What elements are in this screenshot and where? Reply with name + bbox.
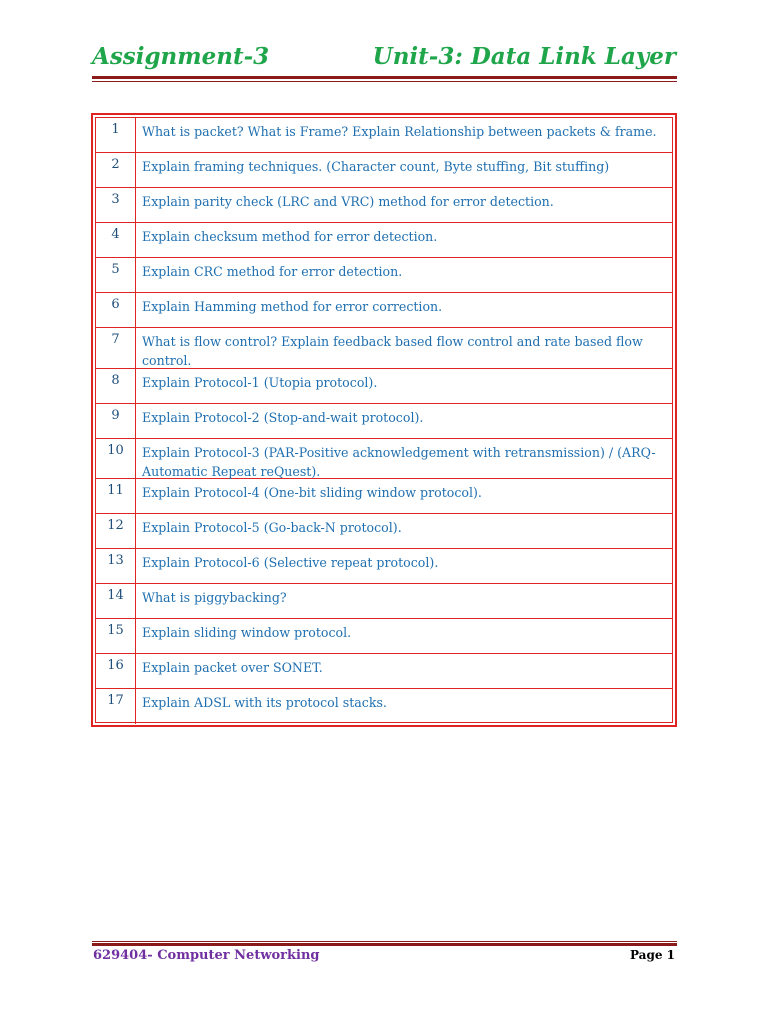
question-text: Explain packet over SONET.: [142, 660, 323, 675]
table-row: [96, 118, 672, 153]
footer-rule: [92, 943, 677, 946]
table-row: [96, 619, 672, 654]
table-row: [96, 369, 672, 404]
table-row: [96, 188, 672, 223]
question-text: Explain Protocol-6 (Selective repeat protocol).: [142, 555, 439, 570]
question-number: 10: [96, 439, 136, 478]
question-number: 13: [96, 549, 136, 583]
question-number: 16: [96, 654, 136, 688]
question-number: 12: [96, 514, 136, 548]
question-text: Explain Protocol-4 (One-bit sliding window protocol).: [142, 485, 482, 500]
assignment-title: Assignment-3: [92, 43, 270, 70]
table-row: [96, 404, 672, 439]
question-number: 8: [96, 369, 136, 403]
question-text: What is piggybacking?: [142, 590, 287, 605]
question-text: Explain ADSL with its protocol stacks.: [142, 695, 387, 710]
table-row: [96, 689, 672, 724]
table-row: [96, 328, 672, 369]
table-row: [96, 293, 672, 328]
question-text: Explain Protocol-2 (Stop-and-wait protocol).: [142, 410, 424, 425]
question-number: 6: [96, 293, 136, 327]
table-row: [96, 439, 672, 479]
question-text: Explain Protocol-3 (PAR-Positive acknowledgement with retransmission) / (ARQ-Automatic Repeat reQuest).: [142, 445, 656, 479]
question-number: 17: [96, 689, 136, 724]
table-row: [96, 153, 672, 188]
question-number: 15: [96, 619, 136, 653]
page-header: [92, 40, 676, 74]
question-text: Explain parity check (LRC and VRC) method for error detection.: [142, 194, 554, 209]
table-row: [96, 258, 672, 293]
question-number: 3: [96, 188, 136, 222]
table-row: [96, 584, 672, 619]
table-row: [96, 654, 672, 689]
question-number: 14: [96, 584, 136, 618]
questions-table-body: [96, 118, 672, 722]
question-text: Explain Protocol-5 (Go-back-N protocol).: [142, 520, 402, 535]
question-number: 9: [96, 404, 136, 438]
question-number: 2: [96, 153, 136, 187]
unit-title: Unit-3: Data Link Layer: [372, 43, 676, 70]
page-number: Page 1: [629, 948, 675, 962]
table-row: [96, 514, 672, 549]
question-number: 4: [96, 223, 136, 257]
header-rule: [92, 76, 677, 79]
question-text: What is flow control? Explain feedback based flow control and rate based flow control.: [142, 334, 643, 368]
question-text: Explain CRC method for error detection.: [142, 264, 403, 279]
footer-rule-thin: [92, 941, 677, 942]
question-number: 5: [96, 258, 136, 292]
question-number: 7: [96, 328, 136, 368]
table-row: [96, 479, 672, 514]
question-text: Explain Hamming method for error correction.: [142, 299, 443, 314]
question-number: 1: [96, 118, 136, 152]
question-text: Explain sliding window protocol.: [142, 625, 352, 640]
table-row: [96, 223, 672, 258]
question-text: Explain Protocol-1 (Utopia protocol).: [142, 375, 378, 390]
header-rule-thin: [92, 81, 677, 82]
question-text: Explain checksum method for error detection.: [142, 229, 438, 244]
question-text: Explain framing techniques. (Character count, Byte stuffing, Bit stuffing): [142, 159, 610, 174]
course-code-footer: 629404- Computer Networking: [93, 948, 320, 963]
question-number: 11: [96, 479, 136, 513]
questions-table: [91, 113, 677, 727]
question-text: What is packet? What is Frame? Explain Relationship between packets & frame.: [142, 124, 657, 139]
table-row: [96, 549, 672, 584]
